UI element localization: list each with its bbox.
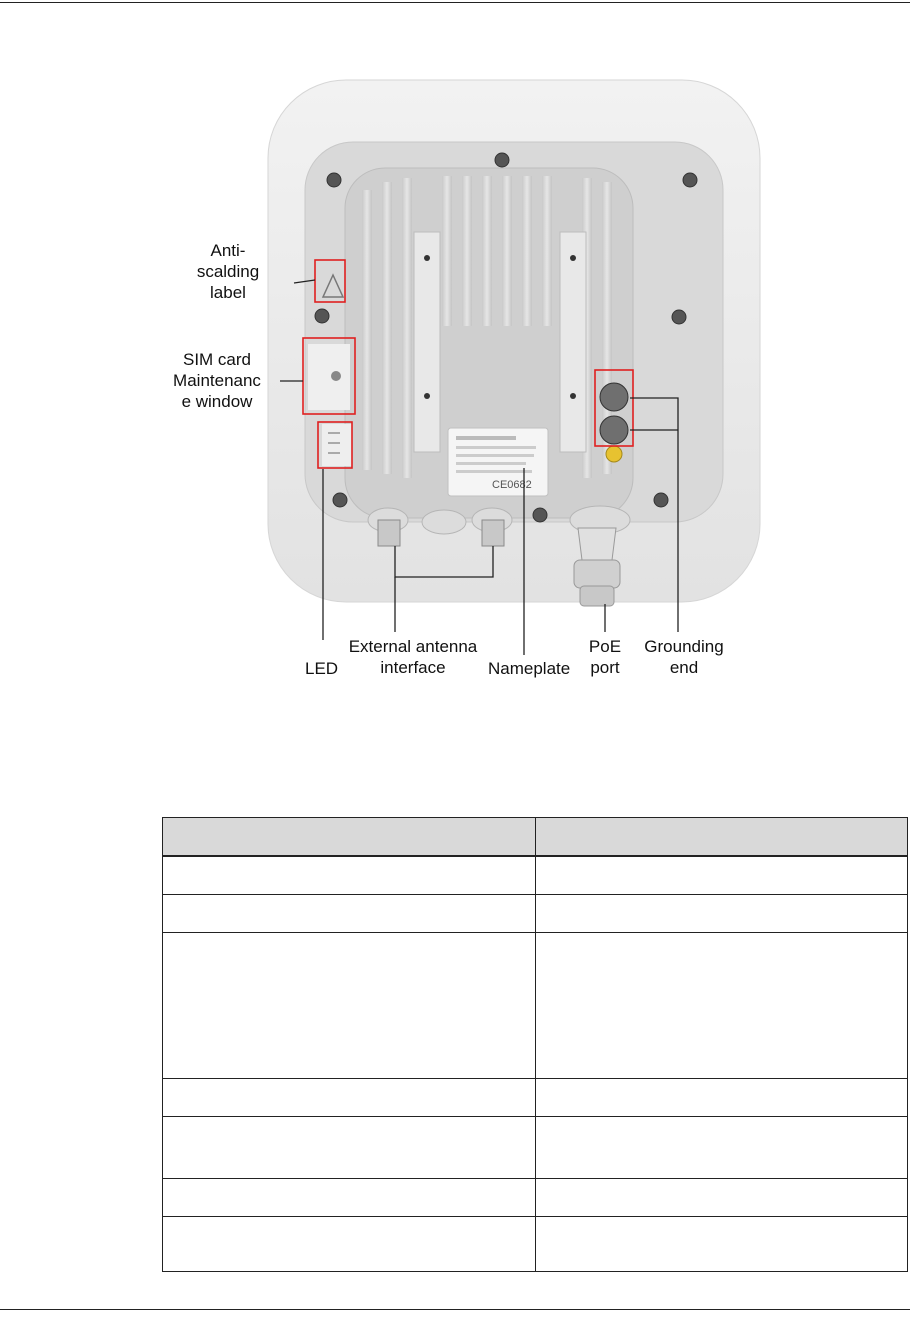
table-cell	[163, 1216, 536, 1271]
table-header-cell	[536, 818, 908, 857]
table-cell	[536, 856, 908, 894]
table-cell	[163, 1116, 536, 1178]
table-cell	[163, 894, 536, 932]
table-cell	[536, 1216, 908, 1271]
callout-anti-scalding-label: Anti- scalding label	[196, 241, 260, 302]
description-table	[162, 817, 908, 1272]
callout-poe-port: PoE port	[588, 637, 622, 677]
callout-nameplate: Nameplate	[488, 659, 571, 678]
svg-text:CE0682: CE0682	[492, 479, 532, 491]
table-row	[163, 1078, 908, 1116]
table-header-cell	[163, 818, 536, 857]
footer-rule	[0, 1309, 910, 1310]
table-row	[163, 856, 908, 894]
table-cell	[163, 1078, 536, 1116]
table-row	[163, 894, 908, 932]
table-cell	[536, 1078, 908, 1116]
table-cell	[163, 856, 536, 894]
poe-gland	[574, 528, 620, 606]
callout-led: LED	[305, 659, 339, 678]
table-cell	[163, 932, 536, 1078]
table-row	[163, 1116, 908, 1178]
table-body	[163, 856, 908, 1271]
table-cell	[536, 1178, 908, 1216]
table-cell	[536, 894, 908, 932]
callout-external-antenna: External antenna interface	[348, 637, 478, 677]
table-cell	[536, 1116, 908, 1178]
led-panel	[322, 424, 352, 466]
table-row	[163, 932, 908, 1078]
table-header-row	[163, 818, 908, 857]
table-cell	[536, 932, 908, 1078]
table-cell	[163, 1178, 536, 1216]
callout-grounding-end: Grounding end	[644, 637, 724, 677]
nameplate	[448, 428, 548, 496]
table-row	[163, 1216, 908, 1271]
table-row	[163, 1178, 908, 1216]
sim-window	[308, 344, 350, 410]
callout-sim-window: SIM card Maintenanc e window	[173, 350, 261, 411]
